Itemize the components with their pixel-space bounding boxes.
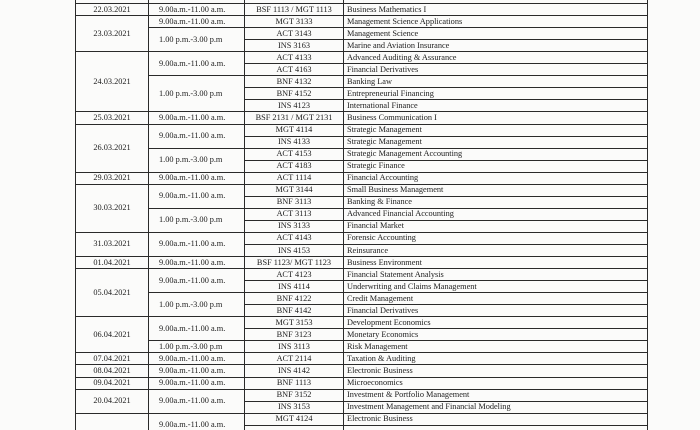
table-row [76, 413, 648, 425]
table-row [76, 28, 648, 40]
course-code: BSF 2131 / MGT 2131 [245, 112, 344, 124]
course-code: INS 4123 [245, 100, 344, 112]
exam-time: 9.00a.m.-11.00 a.m. [149, 257, 245, 269]
exam-time: 9.00a.m.-11.00 a.m. [149, 112, 245, 124]
course-code: BNF 4142 [245, 305, 344, 317]
course-title: Strategic Finance [344, 160, 648, 172]
table-row [76, 353, 648, 365]
exam-date: 29.03.2021 [76, 172, 149, 184]
course-code: MGT 3153 [245, 317, 344, 329]
course-title: Management Science Applications [344, 16, 648, 28]
course-title: Risk Management [344, 341, 648, 353]
table-row [76, 124, 648, 136]
exam-date [76, 413, 149, 430]
exam-date: 31.03.2021 [76, 232, 149, 256]
table-row [76, 389, 648, 401]
course-title: Investment Management and Financial Modeling [344, 401, 648, 413]
table-row [76, 317, 648, 329]
course-code: INS 3113 [245, 341, 344, 353]
exam-time: 1.00 p.m.-3.00 p.m [149, 148, 245, 172]
course-title: Monetary Economics [344, 329, 648, 341]
course-code: ACT 4183 [245, 160, 344, 172]
table-row [76, 341, 648, 353]
exam-date: 01.04.2021 [76, 257, 149, 269]
exam-time: 9.00a.m.-11.00 a.m. [149, 317, 245, 341]
course-title [344, 425, 648, 430]
course-title: Business Mathematics I [344, 4, 648, 16]
exam-time: 9.00a.m.-11.00 a.m. [149, 389, 245, 413]
table-row [76, 184, 648, 196]
course-title: Underwriting and Claims Management [344, 281, 648, 293]
table-row [76, 257, 648, 269]
table-row [76, 293, 648, 305]
course-code: BSF 1123/ MGT 1123 [245, 257, 344, 269]
course-code: INS 3153 [245, 401, 344, 413]
course-code: ACT 4123 [245, 269, 344, 281]
table-row [76, 377, 648, 389]
course-code: BNF 3113 [245, 196, 344, 208]
course-title: Entrepreneurial Financing [344, 88, 648, 100]
exam-time: 9.00a.m.-11.00 a.m. [149, 172, 245, 184]
course-title: Forensic Accounting [344, 232, 648, 244]
course-title: Marine and Aviation Insurance [344, 40, 648, 52]
course-title: Electronic Business [344, 365, 648, 377]
course-code: MGT 3133 [245, 16, 344, 28]
course-title: Credit Management [344, 293, 648, 305]
course-code: ACT 3143 [245, 28, 344, 40]
course-title: Business Communication I [344, 112, 648, 124]
exam-time: 9.00a.m.-11.00 a.m. [149, 124, 245, 148]
course-title: Advanced Auditing & Assurance [344, 52, 648, 64]
exam-date: 09.04.2021 [76, 377, 149, 389]
course-title: Strategic Management [344, 136, 648, 148]
exam-time: 9.00a.m.-11.00 a.m. [149, 4, 245, 16]
course-title: Taxation & Auditing [344, 353, 648, 365]
course-code: BSF 1113 / MGT 1113 [245, 4, 344, 16]
course-title: Small Business Management [344, 184, 648, 196]
table-row [76, 365, 648, 377]
exam-date: 23.03.2021 [76, 16, 149, 52]
exam-time: 1.00 p.m.-3.00 p.m [149, 28, 245, 52]
course-code: MGT 3144 [245, 184, 344, 196]
exam-time: 9.00a.m.-11.00 a.m. [149, 184, 245, 208]
course-title: Development Economics [344, 317, 648, 329]
course-code: INS 3133 [245, 220, 344, 232]
timetable-body [76, 0, 648, 430]
course-title: Banking & Finance [344, 196, 648, 208]
course-code: INS 4142 [245, 365, 344, 377]
exam-date: 25.03.2021 [76, 112, 149, 124]
course-code: ACT 4153 [245, 148, 344, 160]
course-code: BNF 4132 [245, 76, 344, 88]
course-code [245, 425, 344, 430]
exam-time: 1.00 p.m.-3.00 p.m [149, 208, 245, 232]
course-title: Financial Derivatives [344, 305, 648, 317]
exam-time: 1.00 p.m.-3.00 p.m [149, 76, 245, 112]
table-row [76, 232, 648, 244]
course-code: ACT 3113 [245, 208, 344, 220]
exam-time: 9.00a.m.-11.00 a.m. [149, 353, 245, 365]
course-title: Strategic Management [344, 124, 648, 136]
course-code: INS 4153 [245, 244, 344, 256]
table-row [76, 112, 648, 124]
course-title: Strategic Management Accounting [344, 148, 648, 160]
course-code: INS 4133 [245, 136, 344, 148]
table-row [76, 172, 648, 184]
course-title: Microeconomics [344, 377, 648, 389]
course-code: BNF 3152 [245, 389, 344, 401]
exam-time: 1.00 p.m.-3.00 p.m [149, 293, 245, 317]
exam-date: 24.03.2021 [76, 52, 149, 112]
exam-date: 06.04.2021 [76, 317, 149, 353]
exam-date: 30.03.2021 [76, 184, 149, 232]
exam-time: 9.00a.m.-11.00 a.m. [149, 52, 245, 76]
course-title: Financial Statement Analysis [344, 269, 648, 281]
course-title: Electronic Business [344, 413, 648, 425]
course-code: BNF 4152 [245, 88, 344, 100]
course-title: Management Science [344, 28, 648, 40]
exam-date: 26.03.2021 [76, 124, 149, 172]
exam-time: 9.00a.m.-11.00 a.m. [149, 377, 245, 389]
table-row [76, 52, 648, 64]
course-title: Financial Accounting [344, 172, 648, 184]
course-title: Investment & Portfolio Management [344, 389, 648, 401]
course-code: ACT 4163 [245, 64, 344, 76]
course-title: Business Environment [344, 257, 648, 269]
table-row [76, 208, 648, 220]
course-code: BNF 4122 [245, 293, 344, 305]
exam-time: 9.00a.m.-11.00 a.m. [149, 365, 245, 377]
exam-date: 22.03.2021 [76, 4, 149, 16]
exam-timetable [75, 0, 648, 430]
table-row [76, 16, 648, 28]
table-row [76, 269, 648, 281]
exam-time: 9.00a.m.-11.00 a.m. [149, 16, 245, 28]
course-code: MGT 4114 [245, 124, 344, 136]
course-code: ACT 1114 [245, 172, 344, 184]
exam-date: 20.04.2021 [76, 389, 149, 413]
course-code: INS 4114 [245, 281, 344, 293]
exam-time: 9.00a.m.-11.00 a.m. [149, 413, 245, 430]
course-title: Banking Law [344, 76, 648, 88]
course-title: Advanced Financial Accounting [344, 208, 648, 220]
course-code: BNF 3123 [245, 329, 344, 341]
exam-date: 07.04.2021 [76, 353, 149, 365]
course-code: ACT 4133 [245, 52, 344, 64]
table-row [76, 76, 648, 88]
exam-time: 9.00a.m.-11.00 a.m. [149, 232, 245, 256]
course-code: ACT 2114 [245, 353, 344, 365]
course-code: INS 3163 [245, 40, 344, 52]
course-title: International Finance [344, 100, 648, 112]
table-row [76, 4, 648, 16]
course-code: MGT 4124 [245, 413, 344, 425]
course-title: Financial Market [344, 220, 648, 232]
course-title: Financial Derivatives [344, 64, 648, 76]
exam-time: 1.00 p.m.-3.00 p.m [149, 341, 245, 353]
course-code: BNF 1113 [245, 377, 344, 389]
exam-time: 9.00a.m.-11.00 a.m. [149, 269, 245, 293]
course-title: Reinsurance [344, 244, 648, 256]
course-code: ACT 4143 [245, 232, 344, 244]
exam-date: 08.04.2021 [76, 365, 149, 377]
exam-date: 05.04.2021 [76, 269, 149, 317]
table-row [76, 148, 648, 160]
